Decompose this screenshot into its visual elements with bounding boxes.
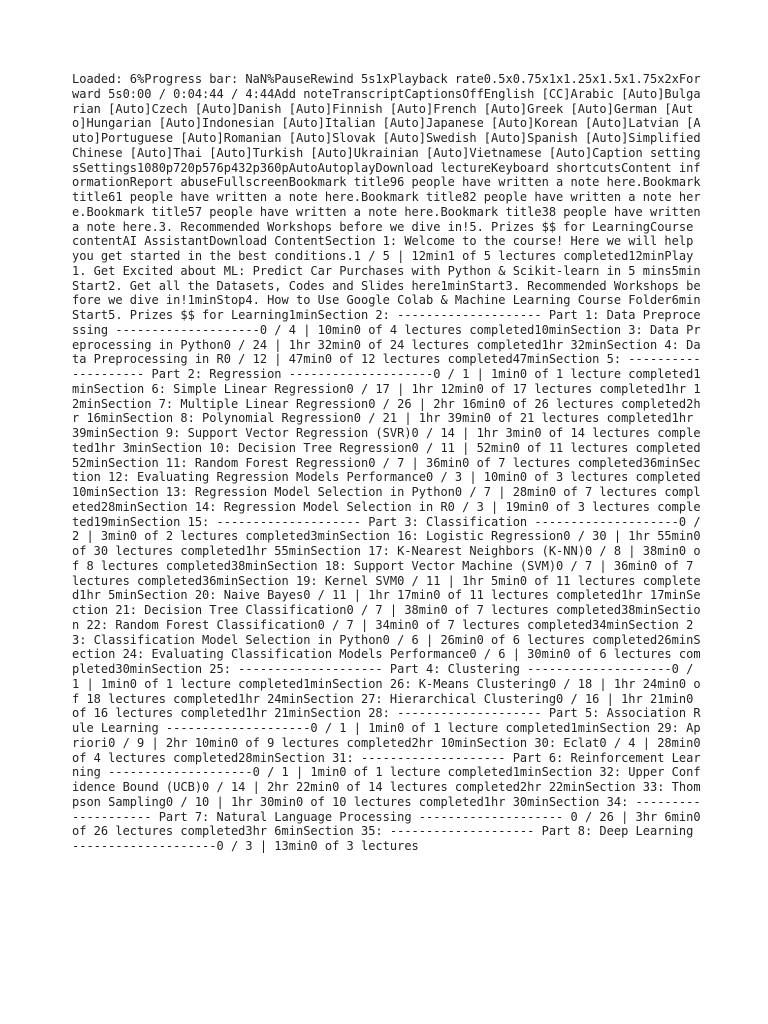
page-text-dump: Loaded: 6%Progress bar: NaN%PauseRewind 5s1xPlayback rate0.5x0.75x1x1.25x1.5x1.75x2xForward 5s0:00 / 0:04:44 / 4:44Add noteTranscriptCaptionsOffEnglish [CC]Arabic [Auto]Bulgarian [Auto]Czech [Auto]Danish [Auto]Finnish [Auto]French [Auto]Greek [Auto]German [Auto]Hungarian [Auto]Indonesian [Auto]Italian [Auto]Japanese [Auto]Korean [Auto]Latvian [Auto]Portuguese [Auto]Romanian [Auto]Slovak [Auto]Swedish [Auto]Spanish [Auto]Simplified Chinese [Auto]Thai [Auto]Turkish [Auto]Ukrainian [Auto]Vietnamese [Auto]Caption settingsSettings1080p720p576p432p360pAutoAutoplayDownload lectureKeyboard shortcutsContent informationReport abuseFullscreenBookmark title96 people have written a note here.Bookmark title61 people have written a note here.Bookmark title82 people have written a note here.Bookmark title57 people have written a note here.Bookmark title38 people have written a note here.3. Recommended Workshops before we dive in!5. Prizes $$ for LearningCourse contentAI AssistantDownload ContentSection 1: Welcome to the course! Here we will help you get started in the best conditions.1 / 5 | 12min1 of 5 lectures completed12minPlay1. Get Excited about ML: Predict Car Purchases with Python & Scikit-learn in 5 mins5minStart2. Get all the Datasets, Codes and Slides here1minStart3. Recommended Workshops before we dive in!1minStop4. How to Use Google Colab & Machine Learning Course Folder6minStart5. Prizes $$ for Learning1minSection 2: -------------------- Part 1: Data Preprocessing --------------------0 / 4 | 10min0 of 4 lectures completed10minSection 3: Data Preprocessing in Python0 / 24 | 1hr 32min0 of 24 lectures completed1hr 32minSection 4: Data Preprocessing in R0 / 12 | 47min0 of 12 lectures completed47minSection 5: -------------------- Part 2: Regression --------------------0 / 1 | 1min0 of 1 lecture completed1minSection 6: Simple Linear Regression0 / 17 | 1hr 12min0 of 17 lectures completed1hr 12minSection 7: Multiple Linear Regression0 / 26 | 2hr 16min0 of 26 lectures completed2hr 16minSection 8: Polynomial Regression0 / 21 | 1hr 39min0 of 21 lectures completed1hr 39minSection 9: Support Vector Regression (SVR)0 / 14 | 1hr 3min0 of 14 lectures completed1hr 3minSection 10: Decision Tree Regression0 / 11 | 52min0 of 11 lectures completed52minSection 11: Random Forest Regression0 / 7 | 36min0 of 7 lectures completed36minSection 12: Evaluating Regression Models Performance0 / 3 | 10min0 of 3 lectures completed10minSection 13: Regression Model Selection in Python0 / 7 | 28min0 of 7 lectures completed28minSection 14: Regression Model Selection in R0 / 3 | 19min0 of 3 lectures completed19minSection 15: -------------------- Part 3: Classification --------------------0 / 2 | 3min0 of 2 lectures completed3minSection 16: Logistic Regression0 / 30 | 1hr 55min0 of 30 lectures completed1hr 55minSection 17: K-Nearest Neighbors (K-NN)0 / 8 | 38min0 of 8 lectures completed38minSection 18: Support Vector Machine (SVM)0 / 7 | 36min0 of 7 lectures completed36minSection 19: Kernel SVM0 / 11 | 1hr 5min0 of 11 lectures completed1hr 5minSection 20: Naive Bayes0 / 11 | 1hr 17min0 of 11 lectures completed1hr 17minSection 21: Decision Tree Classification0 / 7 | 38min0 of 7 lectures completed38minSection 22: Random Forest Classification0 / 7 | 34min0 of 7 lectures completed34minSection 23: Classification Model Selection in Python0 / 6 | 26min0 of 6 lectures completed26minSection 24: Evaluating Classification Models Performance0 / 6 | 30min0 of 6 lectures completed30minSection 25: -------------------- Part 4: Clustering --------------------0 / 1 | 1min0 of 1 lecture completed1minSection 26: K-Means Clustering0 / 18 | 1hr 24min0 of 18 lectures completed1hr 24minSection 27: Hierarchical Clustering0 / 16 | 1hr 21min0 of 16 lectures completed1hr 21minSection 28: -------------------- Part 5: Association Rule Learning --------------------0 / 1 | 1min0 of 1 lecture completed1minSection 29: Apriori0 / 9 | 2hr 10min0 of 9 lectures completed2hr 10minSection 30: Eclat0 / 4 | 28min0 of 4 lectures completed28minSection 31: -------------------- Part 6: Reinforcement Learning --------------------0 / 1 | 1min0 of 1 lecture completed1minSection 32: Upper Confidence Bound (UCB)0 / 14 | 2hr 22min0 of 14 lectures completed2hr 22minSection 33: Thompson Sampling0 / 10 | 1hr 30min0 of 10 lectures completed1hr 30minSection 34: -------------------- Part 7: Natural Language Processing -------------------- 0 / 26 | 3hr 6min0 of 26 lectures completed3hr 6minSection 35: -------------------- Part 8: Deep Learning --------------------0 / 3 | 13min0 of 3 lectures: [72, 72, 701, 853]
